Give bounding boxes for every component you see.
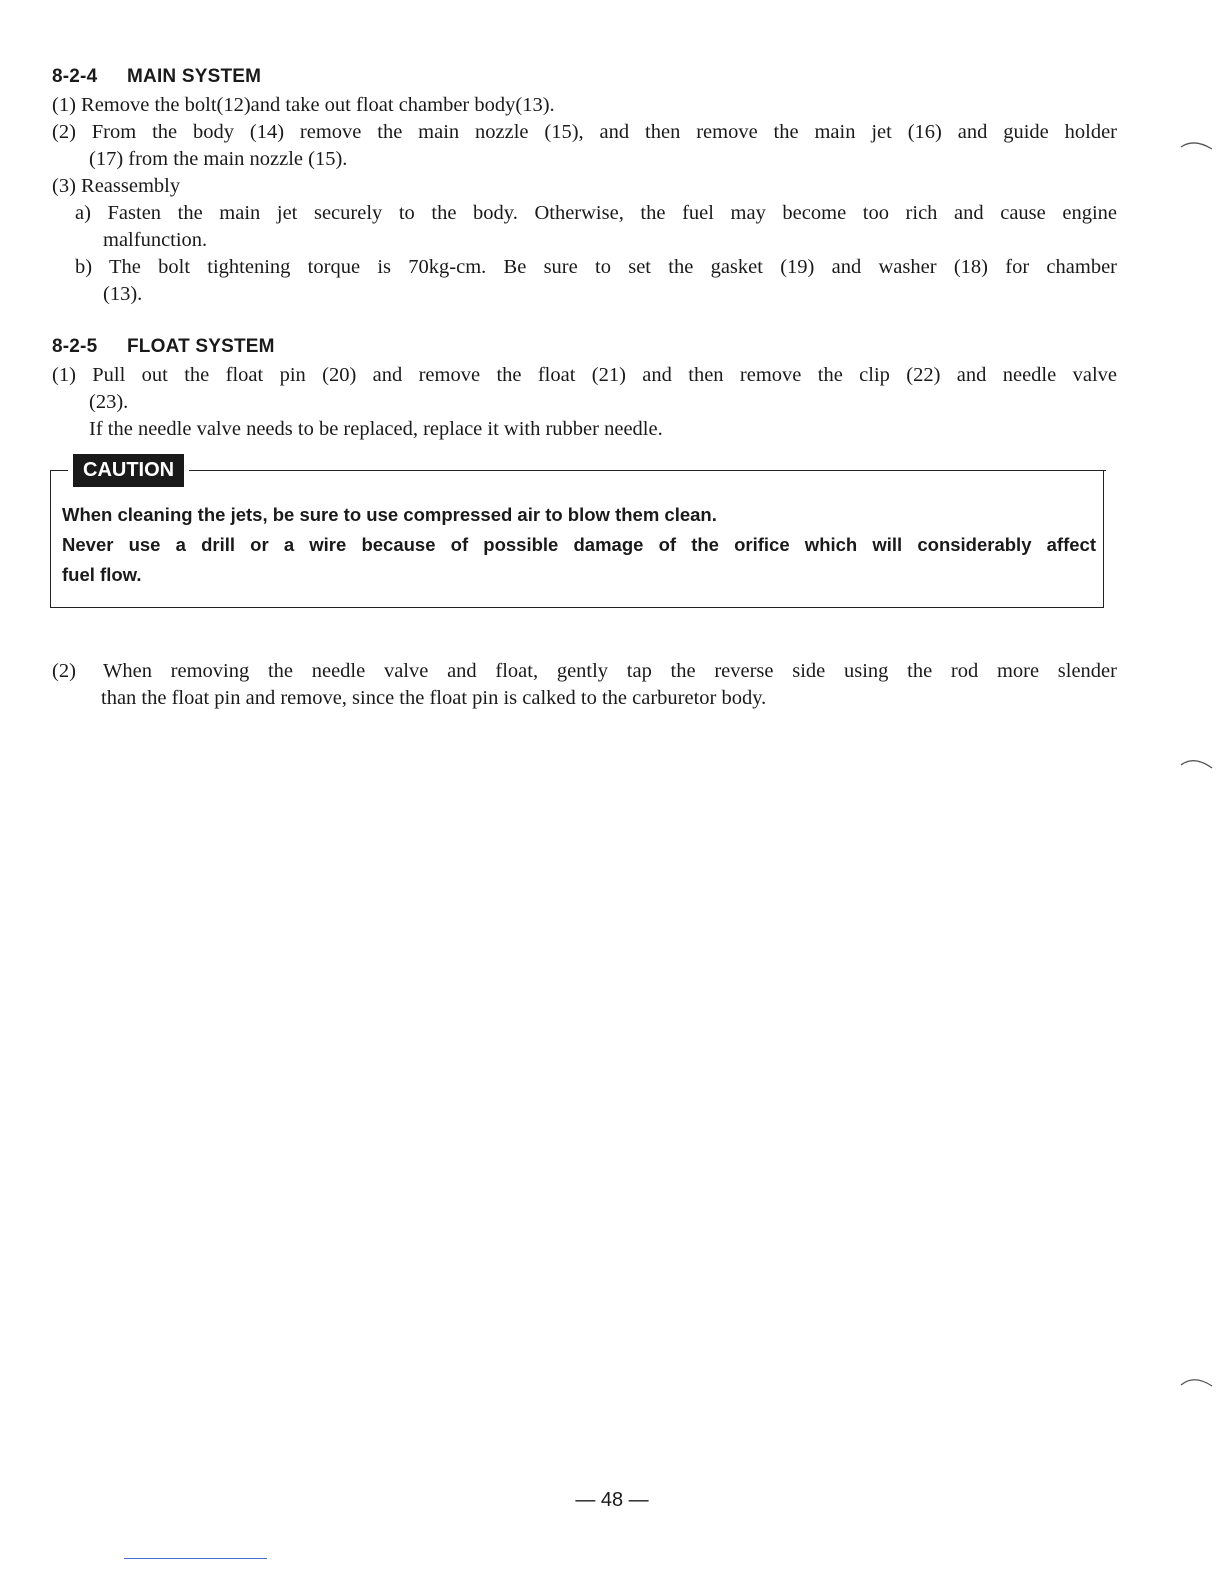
- float-step-1-line-3: If the needle valve needs to be replaced, replace it with rubber needle.: [89, 418, 663, 440]
- float-step-1-line-2: (23).: [89, 391, 129, 413]
- section-title: FLOAT SYSTEM: [127, 336, 275, 357]
- section-title: MAIN SYSTEM: [127, 66, 262, 87]
- float-step-2-line-1: When removing the needle valve and float, gently tap the reverse side using the rod more slender: [103, 660, 1117, 682]
- caution-label: CAUTION: [73, 454, 184, 487]
- main-step-3b-line-2: (13).: [103, 283, 143, 305]
- section-number: 8-2-4: [52, 66, 98, 87]
- main-step-1: (1) Remove the bolt(12)and take out float chamber body(13).: [52, 94, 555, 116]
- bottom-rule: [124, 1558, 267, 1559]
- page-number: — 48 —: [575, 1489, 649, 1511]
- main-step-3a-line-2: malfunction.: [103, 229, 208, 251]
- main-step-3a-line-1: a) Fasten the main jet securely to the body. Otherwise, the fuel may become too rich and cause engine: [75, 202, 1117, 224]
- main-step-2-line-2: (17) from the main nozzle (15).: [89, 148, 348, 170]
- main-step-3: (3) Reassembly: [52, 175, 181, 197]
- float-step-1-line-1: (1) Pull out the float pin (20) and remove the float (21) and then remove the clip (22) and needle valve: [52, 364, 1117, 386]
- main-step-3b-line-1: b) The bolt tightening torque is 70kg-cm. Be sure to set the gasket (19) and washer (18) for chamber: [75, 256, 1117, 278]
- margin-mark: [1180, 1376, 1214, 1390]
- section-heading-main-system: [52, 66, 261, 88]
- float-step-2-line-2: than the float pin and remove, since the float pin is calked to the carburetor body.: [101, 687, 767, 709]
- caution-line-1: When cleaning the jets, be sure to use compressed air to blow them clean.: [62, 504, 717, 525]
- caution-line-3: fuel flow.: [62, 564, 142, 585]
- main-step-2-line-1: (2) From the body (14) remove the main nozzle (15), and then remove the main jet (16) and guide holder: [52, 121, 1117, 143]
- margin-mark: [1180, 757, 1214, 771]
- section-heading-float-system: [52, 336, 275, 358]
- float-step-2-number: (2): [52, 660, 76, 682]
- section-number: 8-2-5: [52, 336, 98, 357]
- caution-top-border: [50, 470, 1106, 471]
- margin-mark: [1180, 140, 1214, 152]
- caution-line-2: Never use a drill or a wire because of possible damage of the orifice which will considerably affect: [62, 534, 1096, 555]
